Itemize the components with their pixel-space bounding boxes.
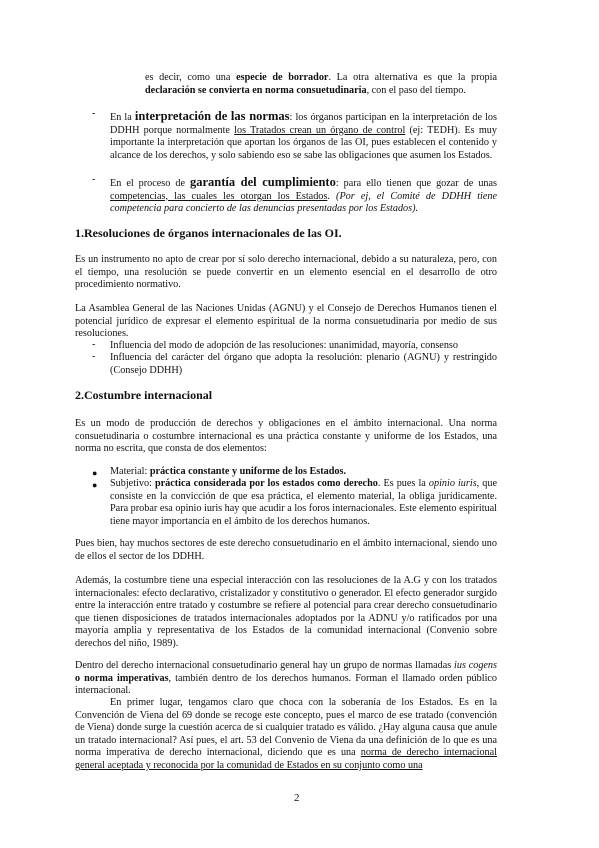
underlined-text: los Tratados crean un órgano de control [234, 124, 406, 136]
paragraph [75, 697, 497, 773]
text: En primer lugar, tengamos claro que choca con la soberanía de los Estados. Es en la Convención de Viena del 69 donde se recoge este concepto, pues el marco de ese tratado (convención de Viena) donde surge la cuestión acerca de si cualquier tratado es válido. ¿Hay alguna causa que anule un tratado internacional? Así pues, el art. 53 del Convenio de Viena da una definición de lo que es una norma imperativa de derecho internacional, diciendo que es una [75, 697, 497, 759]
paragraph: Además, la costumbre tiene una especial interacción con las resoluciones de la A.G y con los tratados internacionales: efecto declarativo, cristalizador y constitutivo o generador. El efecto generador surgido entre la interacción entre tratado y costumbre se refiere al potencial para crear derecho consuetudinario que tienen disposiciones de tratados internacionales adoptados por la ADNU y/o ratificados por una mayoría amplia y representativa de los Estados de la comunidad internacional (Convenio sobre derechos del niño, 1989). [75, 575, 497, 649]
text: . [327, 190, 337, 202]
text: , que consiste en la convicción de que esa práctica, el elemento material, la obliga jurídicamente. Para probar esa opinio iuris hay que acudir a los foros internacionales. Este elemento espiritual tiene mayor importancia en el ámbito de los derechos humanos. [110, 478, 497, 527]
text: . La otra alternativa es que la propia [328, 72, 498, 83]
dash-marker: - [92, 108, 96, 119]
continuation-paragraph [145, 72, 497, 97]
bold-text: especie de borrador [236, 72, 329, 83]
paragraph: Es un modo de producción de derechos y obligaciones en el ámbito internacional. Una norma consuetudinaria o costumbre internacional es una práctica constante y uniforme de los Estados, una norma no escrita, que consta de dos elementos: [75, 418, 497, 455]
bullet-item-subjetivo [110, 478, 497, 528]
text: Dentro del derecho internacional consuetudinario general hay un grupo de normas llamadas [75, 660, 455, 671]
text: Material: [110, 466, 150, 477]
paragraph: La Asamblea General de las Naciones Unidas (AGNU) y el Consejo de Derechos Humanos tienen el potencial jurídico de expresar el elemento espiritual de la norma consuetudinaria por medio de sus resoluciones. [75, 303, 497, 340]
bold-text: interpretación de las normas [134, 109, 290, 123]
italic-text: (Por ej, el Comité de DDHH tiene competencia para concierto de las denuncias presentadas por los Estados). [110, 190, 498, 215]
underlined-text: competencias, las cuales les otorgan los Estados [110, 190, 328, 202]
paragraph [75, 660, 497, 698]
bold-text: práctica considerada por los estados como derecho [154, 478, 378, 489]
italic-text: opinio iuris [428, 478, 477, 489]
section-heading-2: 2.Costumbre internacional [75, 388, 213, 402]
bold-text: práctica constante y uniforme de los Estados. [149, 466, 346, 477]
list-item: Influencia del carácter del órgano que adopta la resolución: plenario (AGNU) y restringido (Consejo DDHH) [110, 352, 497, 376]
text: es decir, como una [145, 72, 237, 83]
list-item-garantia [110, 176, 497, 216]
list-item: Influencia del modo de adopción de las resoluciones: unanimidad, mayoría, consenso [110, 340, 458, 351]
page-number: 2 [294, 792, 300, 804]
bullet-marker: ● [92, 480, 98, 490]
text: En el proceso de [110, 178, 190, 189]
text: . Es pues la [377, 478, 429, 489]
list-item-interpretacion [110, 110, 497, 162]
dash-marker: - [92, 351, 96, 362]
text: Subjetivo: [110, 478, 155, 489]
italic-text: ius cogens [454, 660, 497, 671]
section-heading-1: 1.Resoluciones de órganos internacionales de las OI. [75, 226, 342, 240]
underlined-text: norma de derecho internacional general aceptada y reconocida por la comunidad de Estados en su conjunto como una [75, 747, 497, 771]
text: : los órganos participan en la interpretación de los DDHH porque normalmente [110, 112, 497, 136]
bold-text: declaración se convierta en norma consuetudinaria [145, 84, 367, 96]
text: (ej: TEDH). Es muy importante la interpretación que aportan los órganos de las OI, pues establecen el contenido y alcance de los derechos, y solo sabiendo eso se sabe las obligaciones que asumen los Estados. [110, 124, 497, 161]
paragraph: Pues bien, hay muchos sectores de este derecho consuetudinario en el ámbito internacional, siendo uno de ellos el sector de los DDHH. [75, 538, 497, 562]
text: , con el paso del tiempo. [366, 84, 466, 96]
text: En la [110, 112, 135, 123]
bold-text: o [75, 672, 85, 684]
text: : para ello tienen que gozar de unas [335, 178, 497, 189]
dash-marker: - [92, 174, 96, 185]
bullet-marker: ● [92, 468, 98, 478]
bullet-item-material [110, 466, 497, 479]
paragraph: Es un instrumento no apto de crear por sí solo derecho internacional, debido a su naturaleza, pero, con el tiempo, una resolución se puede convertir en un elemento esencial en el desarrollo de otro procedimiento normativo. [75, 254, 497, 291]
bold-text: norma imperativas [84, 672, 169, 684]
dash-marker: - [92, 339, 96, 350]
bold-text: garantía del cumplimiento [189, 175, 336, 189]
text: , también dentro de los derechos humanos. Forman el llamado orden público internacional. [75, 672, 498, 697]
